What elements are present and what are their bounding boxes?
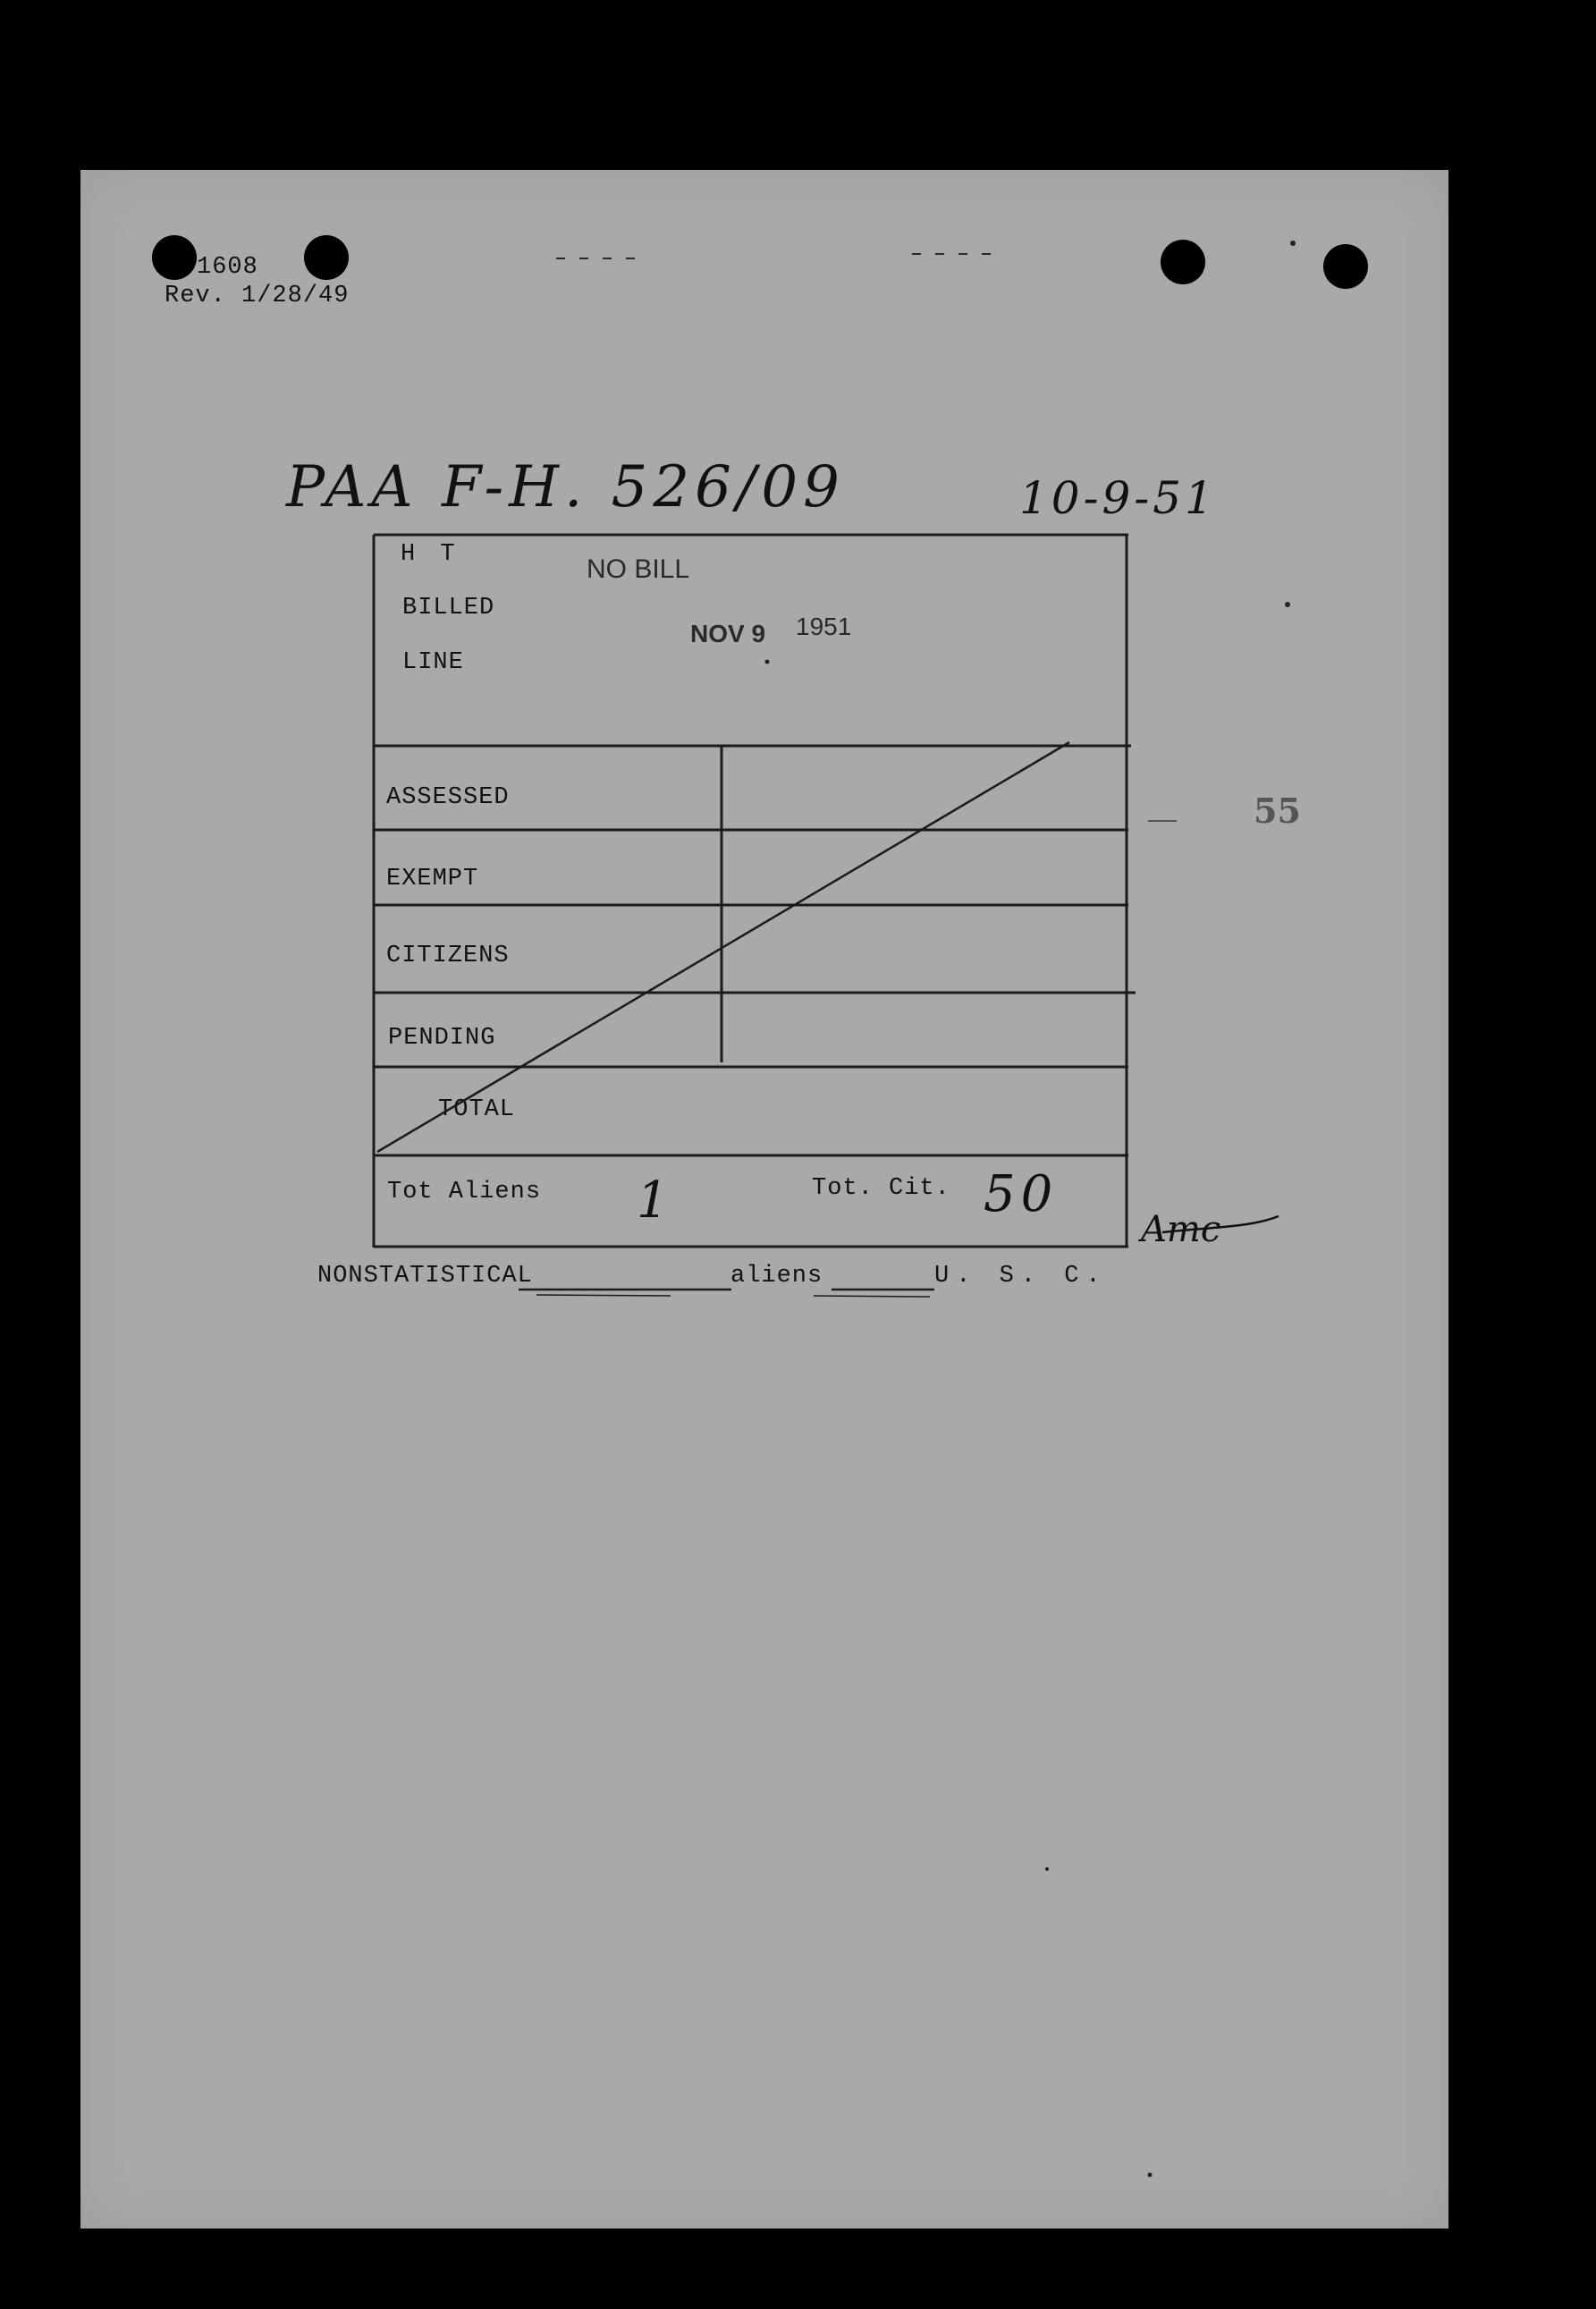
label-pending: PENDING	[388, 1025, 496, 1052]
label-citizens: CITIZENS	[386, 943, 510, 969]
value-tot-cit: 50	[984, 1165, 1059, 1223]
handwritten-initials: Amc	[1141, 1209, 1221, 1250]
punch-hole-left-1	[152, 235, 197, 280]
top-mark-2	[912, 253, 998, 255]
label-usc: U. S. C.	[934, 1263, 1108, 1290]
label-aliens: aliens	[730, 1263, 823, 1290]
stamp-date-month-day: NOV 9	[690, 620, 766, 647]
label-line: LINE	[402, 649, 464, 676]
stamp-date-year: 1951	[796, 613, 852, 640]
label-total: TOTAL	[438, 1096, 516, 1123]
label-assessed: ASSESSED	[386, 784, 510, 811]
label-nonstatistical: NONSTATISTICAL	[317, 1263, 533, 1290]
punch-hole-left-2	[304, 235, 349, 280]
page-number-stamp: 55	[1254, 791, 1301, 831]
stamp-no-bill: NO BILL	[587, 554, 690, 584]
handwritten-date: 10-9-51	[1019, 472, 1217, 524]
punch-hole-right-2	[1323, 244, 1368, 289]
form-number: 1608	[197, 254, 258, 281]
label-tot-cit: Tot. Cit.	[812, 1175, 950, 1202]
label-ht: H T	[401, 541, 460, 568]
top-mark-1	[556, 258, 642, 259]
label-billed: BILLED	[402, 595, 495, 622]
label-exempt: EXEMPT	[386, 866, 479, 892]
punch-hole-right-1	[1161, 240, 1205, 284]
handwritten-flight: PAA F-H. 526/09	[286, 454, 845, 520]
value-tot-aliens: 1	[637, 1171, 669, 1230]
label-tot-aliens: Tot Aliens	[387, 1179, 542, 1205]
revision-date: Rev. 1/28/49	[165, 283, 350, 309]
